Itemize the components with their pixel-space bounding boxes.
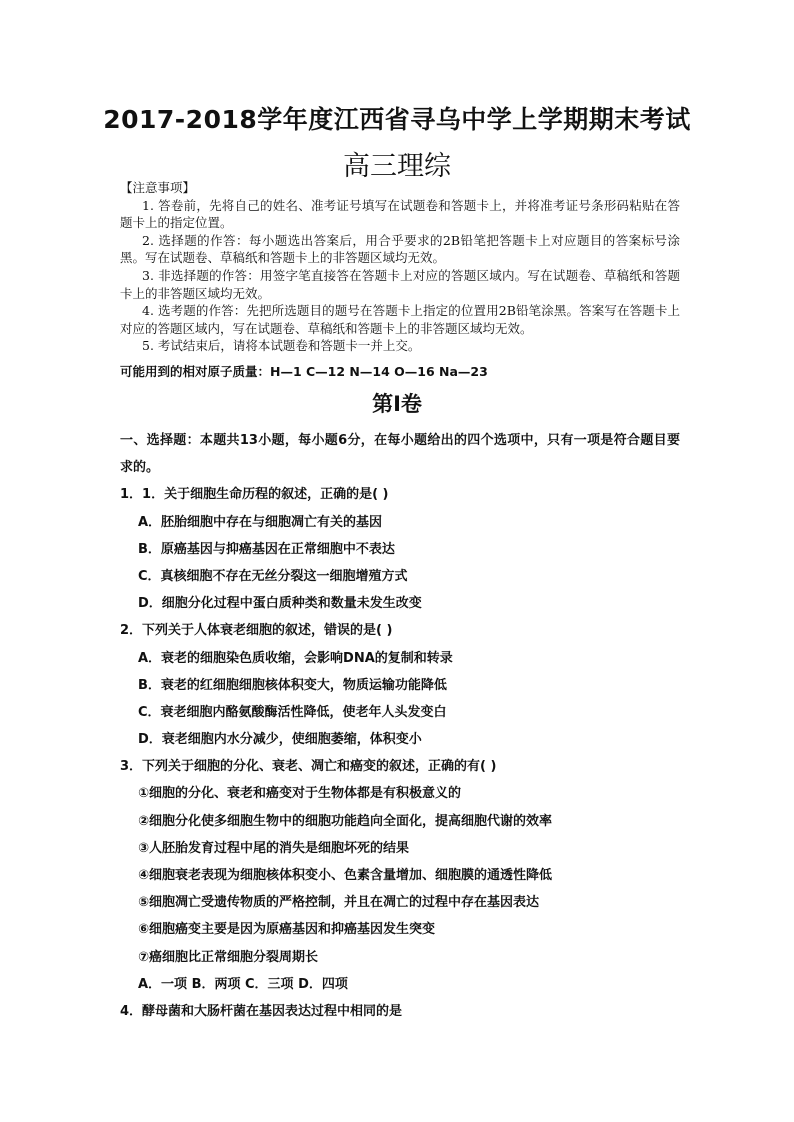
question-stem: 3．下列关于细胞的分化、衰老、凋亡和癌变的叙述，正确的有( ) — [120, 759, 497, 775]
options-row: A．一项 B．两项 C．三项 D．四项 — [138, 976, 348, 992]
atomic-masses: 可能用到的相对原子质量：H—1 C—12 N—14 O—16 Na—23 — [120, 364, 488, 379]
part1-intro: 一、选择题：本题共13小题，每小题6分，在每小题给出的四个选项中，只有一项是符合题目要求的。 — [120, 433, 680, 476]
option-d: D．衰老细胞内水分减少，使细胞萎缩，体积变小 — [138, 732, 422, 748]
exam-subtitle: 高三理综 — [343, 151, 451, 182]
question-stem: 2．下列关于人体衰老细胞的叙述，错误的是( ) — [120, 623, 393, 639]
notice-item: 1. 答卷前，先将自己的姓名、准考证号填写在试题卷和答题卡上，并将准考证号条形码粘贴在答题卡上的指定位置。 — [120, 197, 680, 231]
option-c: C．衰老细胞内酪氨酸酶活性降低，使老年人头发变白 — [138, 704, 447, 720]
notice-heading: 【注意事项】 — [120, 180, 196, 195]
option-c: C．真核细胞不存在无丝分裂这一细胞增殖方式 — [138, 568, 408, 584]
option-a: A．胚胎细胞中存在与细胞凋亡有关的基因 — [138, 514, 383, 530]
statement: ③人胚胎发育过程中尾的消失是细胞坏死的结果 — [138, 840, 410, 856]
notice-item: 3. 非选择题的作答：用签字笔直接答在答题卡上对应的答题区域内。写在试题卷、草稿纸和答题卡上的非答题区域均无效。 — [120, 267, 680, 301]
question-stem: 1．1．关于细胞生命历程的叙述，正确的是( ) — [120, 487, 389, 503]
questions-body — [120, 427, 680, 1025]
exam-title: 2017-2018学年度江西省寻乌中学上学期期末考试 — [103, 105, 691, 134]
option-d: D．细胞分化过程中蛋白质种类和数量未发生改变 — [138, 596, 422, 612]
section-title: 第Ⅰ卷 — [372, 392, 422, 416]
statement: ①细胞的分化、衰老和癌变对于生物体都是有积极意义的 — [138, 786, 462, 802]
notice-item: 4. 选考题的作答：先把所选题目的题号在答题卡上指定的位置用2B铅笔涂黑。答案写在答题卡上对应的答题区域内，写在试题卷、草稿纸和答题卡上的非答题区域均无效。 — [120, 303, 680, 336]
question-stem: 4．酵母菌和大肠杆菌在基因表达过程中相同的是 — [120, 1003, 403, 1019]
notice-block — [120, 179, 680, 355]
statement: ⑥细胞癌变主要是因为原癌基因和抑癌基因发生突变 — [138, 922, 436, 938]
statement: ②细胞分化使多细胞生物中的细胞功能趋向全面化，提高细胞代谢的效率 — [138, 813, 553, 829]
statement: ④细胞衰老表现为细胞核体积变小、色素含量增加、细胞膜的通透性降低 — [138, 868, 553, 884]
statement: ⑦癌细胞比正常细胞分裂周期长 — [138, 949, 319, 965]
statement: ⑤细胞凋亡受遗传物质的严格控制，并且在凋亡的过程中存在基因表达 — [138, 895, 540, 911]
option-b: B．原癌基因与抑癌基因在正常细胞中不表达 — [138, 541, 395, 557]
option-a: A．衰老的细胞染色质收缩，会影响DNA的复制和转录 — [138, 650, 453, 666]
option-b: B．衰老的红细胞细胞核体积变大，物质运输功能降低 — [138, 677, 447, 693]
notice-item: 5. 考试结束后，请将本试题卷和答题卡一并上交。 — [142, 338, 421, 354]
notice-item: 2. 选择题的作答：每小题选出答案后，用合乎要求的2B铅笔把答题卡上对应题目的答案标号涂黑。写在试题卷、草稿纸和答题卡上的非答题区域均无效。 — [120, 232, 680, 266]
